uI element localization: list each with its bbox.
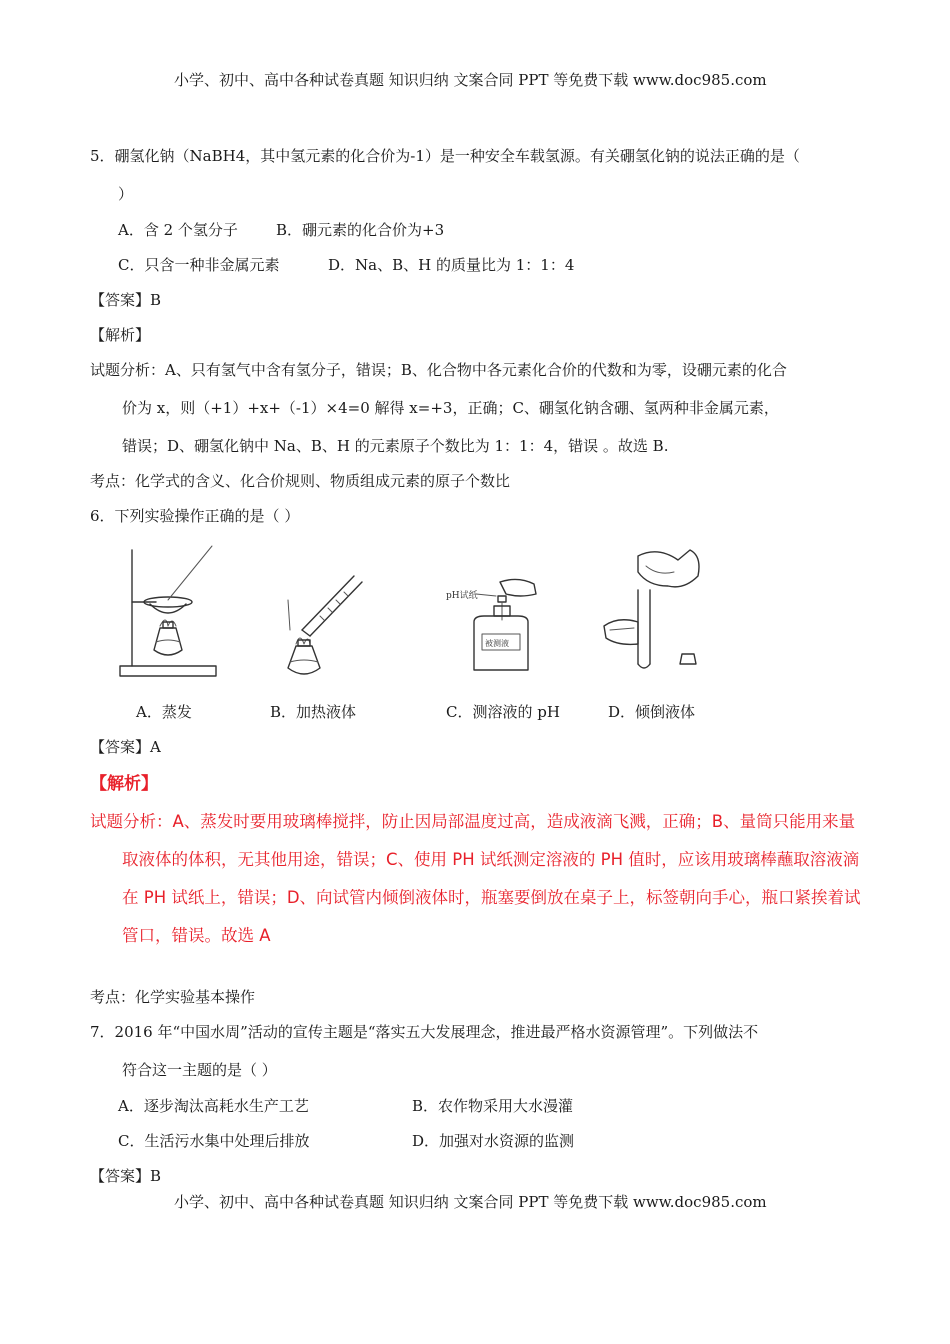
- figure-d-label: D．倾倒液体: [608, 703, 696, 721]
- ph-paper-text: pH试纸: [446, 591, 478, 601]
- figure-c-label: C．测溶液的 pH: [446, 703, 560, 721]
- figure-b-label: B．加热液体: [270, 703, 357, 721]
- q7-stem-line-2: 符合这一主题的是（ ）: [122, 1061, 277, 1079]
- q6-analysis-line-4: 管口，错误。故选 A: [122, 926, 271, 945]
- q7-stem-line-1: 7．2016 年“中国水周”活动的宣传主题是“落实五大发展理念，推进最严格水资源管理”。下列做法不: [90, 1023, 759, 1041]
- q5-answer: 【答案】B: [90, 291, 162, 309]
- q5-option-d: D．Na、B、H 的质量比为 1：1：4: [328, 256, 575, 274]
- q5-analysis-line-3: 错误；D、硼氢化钠中 Na、B、H 的元素原子个数比为 1：1：4，错误 。故选 B.: [122, 437, 669, 455]
- page-footer: 小学、初中、高中各种试卷真题 知识归纳 文案合同 PPT 等免费下载 www.doc985.com: [174, 1193, 767, 1211]
- q6-analysis-line-2: 取液体的体积，无其他用途，错误；C、使用 PH 试纸测定溶液的 PH 值时，应该用玻璃棒蘸取溶液滴: [122, 850, 860, 869]
- q5-stem-line-2: ）: [118, 185, 134, 203]
- q5-stem-line-1: 5．硼氢化钠（NaBH4，其中氢元素的化合价为-1）是一种安全车载氢源。有关硼氢化钠的说法正确的是（: [90, 147, 800, 165]
- q7-answer: 【答案】B: [90, 1167, 162, 1185]
- figure-ph-test: [444, 576, 554, 676]
- q5-kaodian: 考点：化学式的含义、化合价规则、物质组成元素的原子个数比: [90, 472, 511, 490]
- q7-option-a: A．逐步淘汰高耗水生产工艺: [118, 1097, 309, 1115]
- figure-evaporation: [116, 542, 226, 682]
- q6-answer: 【答案】A: [90, 738, 161, 756]
- q5-analysis-line-2: 价为 x，则（+1）+x+（-1）×4=0 解得 x=+3，正确；C、硼氢化钠含硼、氢两种非金属元素，: [122, 399, 779, 417]
- q6-kaodian: 考点：化学实验基本操作: [90, 988, 256, 1006]
- q5-option-a: A．含 2 个氢分子: [118, 221, 238, 239]
- q6-stem: 6．下列实验操作正确的是（ ）: [90, 507, 300, 525]
- page-header: 小学、初中、高中各种试卷真题 知识归纳 文案合同 PPT 等免费下载 www.doc985.com: [174, 71, 767, 89]
- q7-option-b: B．农作物采用大水漫灌: [412, 1097, 574, 1115]
- q7-option-d: D．加强对水资源的监测: [412, 1132, 575, 1150]
- figure-pouring-liquid: [598, 546, 708, 676]
- q6-analysis-title: 【解析】: [90, 774, 158, 794]
- bottle-label-text: 被测液: [485, 639, 509, 648]
- q5-analysis-line-1: 试题分析：A、只有氢气中含有氢分子，错误；B、化合物中各元素化合价的代数和为零，设硼元素的化合: [90, 361, 787, 379]
- q5-analysis-title: 【解析】: [90, 326, 151, 344]
- q6-analysis-line-3: 在 PH 试纸上，错误；D、向试管内倾倒液体时，瓶塞要倒放在桌子上，标签朝向手心，瓶口紧挨着试: [122, 888, 861, 907]
- q5-option-b: B．硼元素的化合价为+3: [276, 221, 445, 239]
- q7-option-c: C．生活污水集中处理后排放: [118, 1132, 310, 1150]
- figure-heating-liquid: [270, 570, 370, 685]
- q5-option-c: C．只含一种非金属元素: [118, 256, 280, 274]
- figure-a-label: A．蒸发: [136, 703, 192, 721]
- q6-analysis-line-1: 试题分析：A、蒸发时要用玻璃棒搅拌，防止因局部温度过高，造成液滴飞溅，正确；B、量筒只能用来量: [90, 812, 856, 831]
